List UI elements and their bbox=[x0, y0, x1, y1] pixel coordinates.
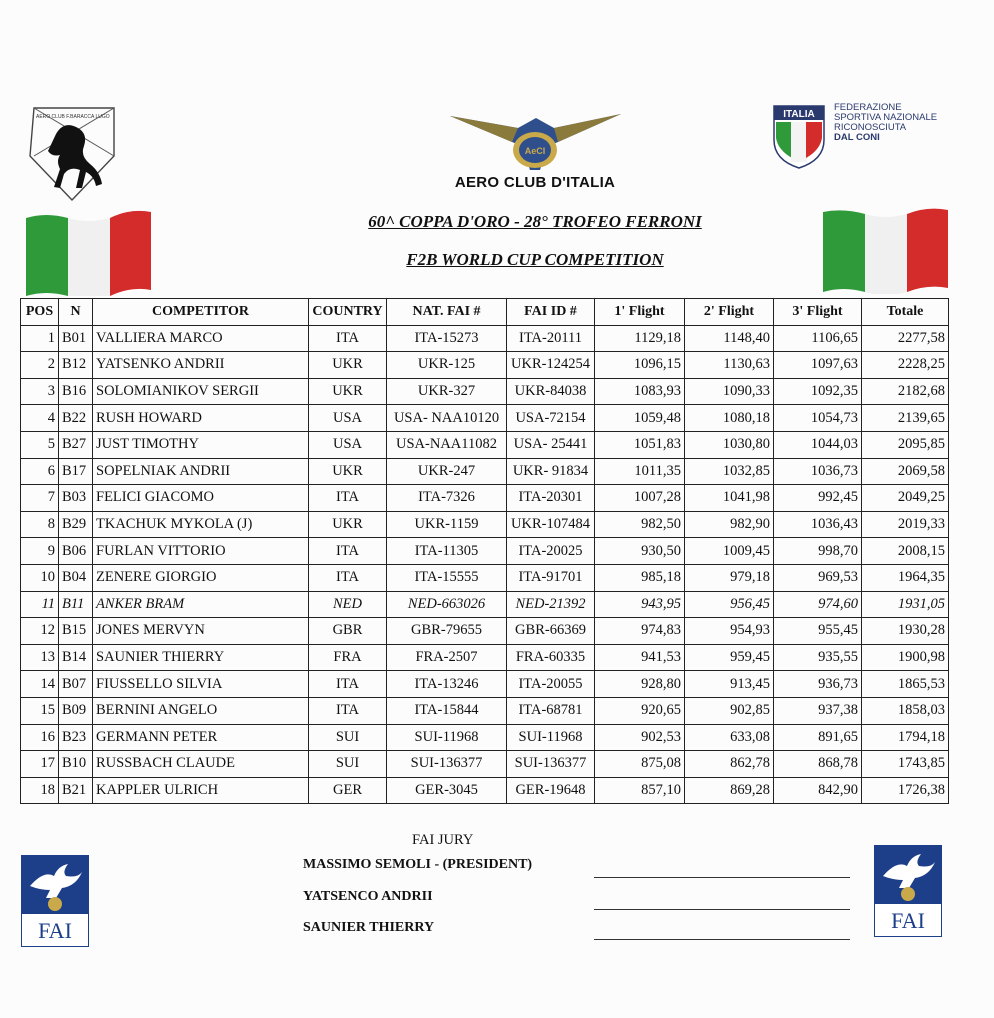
flight-2-cell: 979,18 bbox=[685, 564, 774, 591]
flight-1-cell: 941,53 bbox=[595, 644, 685, 671]
bib-cell: B14 bbox=[59, 644, 93, 671]
position-cell: 1 bbox=[21, 325, 59, 352]
competitor-cell: FELICI GIACOMO bbox=[93, 485, 309, 512]
flight-3-cell: 992,45 bbox=[774, 485, 862, 512]
position-cell: 7 bbox=[21, 485, 59, 512]
bib-cell: B16 bbox=[59, 378, 93, 405]
fai-id-cell: SUI-136377 bbox=[507, 751, 595, 778]
country-cell: FRA bbox=[309, 644, 387, 671]
flight-1-cell: 1096,15 bbox=[595, 352, 685, 379]
table-row bbox=[21, 511, 949, 538]
signature-line bbox=[594, 909, 850, 910]
flight-3-cell: 1092,35 bbox=[774, 378, 862, 405]
flight-2-cell: 1080,18 bbox=[685, 405, 774, 432]
fai-id-cell: ITA-20111 bbox=[507, 325, 595, 352]
flight-1-cell: 902,53 bbox=[595, 724, 685, 751]
nat-fai-cell: UKR-125 bbox=[387, 352, 507, 379]
flight-1-cell: 857,10 bbox=[595, 777, 685, 804]
total-cell: 1865,53 bbox=[862, 671, 949, 698]
competitor-cell: KAPPLER ULRICH bbox=[93, 777, 309, 804]
competitor-cell: VALLIERA MARCO bbox=[93, 325, 309, 352]
table-row bbox=[21, 352, 949, 379]
flight-2-cell: 913,45 bbox=[685, 671, 774, 698]
competitor-cell: ZENERE GIORGIO bbox=[93, 564, 309, 591]
flight-1-cell: 920,65 bbox=[595, 697, 685, 724]
table-row bbox=[21, 378, 949, 405]
flight-2-cell: 954,93 bbox=[685, 618, 774, 645]
competitor-cell: FIUSSELLO SILVIA bbox=[93, 671, 309, 698]
total-cell: 2049,25 bbox=[862, 485, 949, 512]
total-cell: 1931,05 bbox=[862, 591, 949, 618]
column-header-pos: POS bbox=[21, 299, 59, 326]
fai-logo-right bbox=[874, 845, 942, 937]
flight-3-cell: 1054,73 bbox=[774, 405, 862, 432]
competitor-cell: BERNINI ANGELO bbox=[93, 697, 309, 724]
flight-2-cell: 862,78 bbox=[685, 751, 774, 778]
table-row bbox=[21, 591, 949, 618]
country-cell: ITA bbox=[309, 485, 387, 512]
fai-id-cell: UKR-84038 bbox=[507, 378, 595, 405]
fai-id-cell: ITA-20055 bbox=[507, 671, 595, 698]
table-row bbox=[21, 724, 949, 751]
italian-flag-right bbox=[823, 208, 948, 294]
total-cell: 1858,03 bbox=[862, 697, 949, 724]
nat-fai-cell: ITA-13246 bbox=[387, 671, 507, 698]
total-cell: 1726,38 bbox=[862, 777, 949, 804]
aero-club-italia-emblem bbox=[448, 110, 623, 182]
table-row bbox=[21, 458, 949, 485]
nat-fai-cell: ITA-11305 bbox=[387, 538, 507, 565]
signature-line bbox=[594, 877, 850, 878]
fai-id-cell: ITA-20025 bbox=[507, 538, 595, 565]
fai-id-cell: UKR-124254 bbox=[507, 352, 595, 379]
nat-fai-cell: NED-663026 bbox=[387, 591, 507, 618]
flight-3-cell: 955,45 bbox=[774, 618, 862, 645]
country-cell: NED bbox=[309, 591, 387, 618]
flight-2-cell: 1130,63 bbox=[685, 352, 774, 379]
coni-italia-badge bbox=[772, 104, 826, 170]
country-cell: GBR bbox=[309, 618, 387, 645]
total-cell: 2069,58 bbox=[862, 458, 949, 485]
flight-3-cell: 842,90 bbox=[774, 777, 862, 804]
flight-3-cell: 936,73 bbox=[774, 671, 862, 698]
nat-fai-cell: SUI-136377 bbox=[387, 751, 507, 778]
flight-3-cell: 1106,65 bbox=[774, 325, 862, 352]
column-header-competitor: COMPETITOR bbox=[93, 299, 309, 326]
flight-1-cell: 1059,48 bbox=[595, 405, 685, 432]
table-row bbox=[21, 538, 949, 565]
competitor-cell: SOPELNIAK ANDRII bbox=[93, 458, 309, 485]
bib-cell: B17 bbox=[59, 458, 93, 485]
position-cell: 9 bbox=[21, 538, 59, 565]
flight-3-cell: 1097,63 bbox=[774, 352, 862, 379]
total-cell: 2182,68 bbox=[862, 378, 949, 405]
bib-cell: B23 bbox=[59, 724, 93, 751]
bib-cell: B11 bbox=[59, 591, 93, 618]
flight-1-cell: 928,80 bbox=[595, 671, 685, 698]
flight-1-cell: 875,08 bbox=[595, 751, 685, 778]
column-header-number: N bbox=[59, 299, 93, 326]
fai-id-cell: ITA-68781 bbox=[507, 697, 595, 724]
bib-cell: B07 bbox=[59, 671, 93, 698]
fai-id-cell: USA- 25441 bbox=[507, 431, 595, 458]
flight-1-cell: 982,50 bbox=[595, 511, 685, 538]
flight-3-cell: 998,70 bbox=[774, 538, 862, 565]
country-cell: SUI bbox=[309, 724, 387, 751]
flight-2-cell: 1148,40 bbox=[685, 325, 774, 352]
competitor-cell: SOLOMIANIKOV SERGII bbox=[93, 378, 309, 405]
bib-cell: B21 bbox=[59, 777, 93, 804]
flight-3-cell: 974,60 bbox=[774, 591, 862, 618]
org-name: AERO CLUB D'ITALIA bbox=[454, 174, 616, 191]
bib-cell: B09 bbox=[59, 697, 93, 724]
flight-3-cell: 1036,43 bbox=[774, 511, 862, 538]
bib-cell: B27 bbox=[59, 431, 93, 458]
competition-title: 60^ COPPA D'ORO - 28° TROFEO FERRONI bbox=[368, 212, 702, 231]
nat-fai-cell: ITA-15273 bbox=[387, 325, 507, 352]
nat-fai-cell: ITA-15844 bbox=[387, 697, 507, 724]
signature-line bbox=[594, 939, 850, 940]
jury-member: YATSENCO ANDRII bbox=[303, 889, 433, 904]
nat-fai-cell: FRA-2507 bbox=[387, 644, 507, 671]
flight-2-cell: 869,28 bbox=[685, 777, 774, 804]
country-cell: USA bbox=[309, 405, 387, 432]
total-cell: 2019,33 bbox=[862, 511, 949, 538]
total-cell: 1900,98 bbox=[862, 644, 949, 671]
total-cell: 1794,18 bbox=[862, 724, 949, 751]
flight-2-cell: 633,08 bbox=[685, 724, 774, 751]
table-row bbox=[21, 564, 949, 591]
nat-fai-cell: ITA-15555 bbox=[387, 564, 507, 591]
competitor-cell: TKACHUK MYKOLA (J) bbox=[93, 511, 309, 538]
flight-2-cell: 1032,85 bbox=[685, 458, 774, 485]
flight-2-cell: 1030,80 bbox=[685, 431, 774, 458]
jury-member: SAUNIER THIERRY bbox=[303, 920, 435, 935]
flight-1-cell: 1007,28 bbox=[595, 485, 685, 512]
nat-fai-cell: ITA-7326 bbox=[387, 485, 507, 512]
competitor-cell: YATSENKO ANDRII bbox=[93, 352, 309, 379]
bib-cell: B22 bbox=[59, 405, 93, 432]
svg-text:AeCI: AeCI bbox=[524, 146, 546, 156]
fai-id-cell: ITA-20301 bbox=[507, 485, 595, 512]
fai-id-cell: UKR-107484 bbox=[507, 511, 595, 538]
country-cell: UKR bbox=[309, 378, 387, 405]
nat-fai-cell: USA-NAA11082 bbox=[387, 431, 507, 458]
bib-cell: B10 bbox=[59, 751, 93, 778]
table-row bbox=[21, 431, 949, 458]
position-cell: 8 bbox=[21, 511, 59, 538]
country-cell: ITA bbox=[309, 697, 387, 724]
fai-id-cell: USA-72154 bbox=[507, 405, 595, 432]
results-table bbox=[20, 298, 949, 804]
fai-id-cell: GBR-66369 bbox=[507, 618, 595, 645]
country-cell: UKR bbox=[309, 352, 387, 379]
flight-1-cell: 985,18 bbox=[595, 564, 685, 591]
competitor-cell: RUSSBACH CLAUDE bbox=[93, 751, 309, 778]
flight-1-cell: 1051,83 bbox=[595, 431, 685, 458]
position-cell: 10 bbox=[21, 564, 59, 591]
flight-2-cell: 959,45 bbox=[685, 644, 774, 671]
country-cell: SUI bbox=[309, 751, 387, 778]
flight-1-cell: 1011,35 bbox=[595, 458, 685, 485]
flight-1-cell: 1129,18 bbox=[595, 325, 685, 352]
country-cell: UKR bbox=[309, 511, 387, 538]
flight-1-cell: 1083,93 bbox=[595, 378, 685, 405]
column-header-flight-3: 3' Flight bbox=[774, 299, 862, 326]
position-cell: 13 bbox=[21, 644, 59, 671]
country-cell: ITA bbox=[309, 671, 387, 698]
flight-3-cell: 891,65 bbox=[774, 724, 862, 751]
total-cell: 1743,85 bbox=[862, 751, 949, 778]
flight-3-cell: 937,38 bbox=[774, 697, 862, 724]
italian-flag-left bbox=[26, 210, 151, 296]
total-cell: 2008,15 bbox=[862, 538, 949, 565]
position-cell: 17 bbox=[21, 751, 59, 778]
bib-cell: B29 bbox=[59, 511, 93, 538]
table-row bbox=[21, 405, 949, 432]
position-cell: 16 bbox=[21, 724, 59, 751]
flight-2-cell: 1090,33 bbox=[685, 378, 774, 405]
flight-1-cell: 974,83 bbox=[595, 618, 685, 645]
position-cell: 12 bbox=[21, 618, 59, 645]
flight-2-cell: 1041,98 bbox=[685, 485, 774, 512]
position-cell: 5 bbox=[21, 431, 59, 458]
flight-1-cell: 930,50 bbox=[595, 538, 685, 565]
svg-text:ITALIA: ITALIA bbox=[783, 109, 815, 120]
competitor-cell: JONES MERVYN bbox=[93, 618, 309, 645]
nat-fai-cell: UKR-1159 bbox=[387, 511, 507, 538]
fai-id-cell: UKR- 91834 bbox=[507, 458, 595, 485]
nat-fai-cell: GER-3045 bbox=[387, 777, 507, 804]
column-header-flight-2: 2' Flight bbox=[685, 299, 774, 326]
position-cell: 18 bbox=[21, 777, 59, 804]
country-cell: ITA bbox=[309, 538, 387, 565]
flight-2-cell: 956,45 bbox=[685, 591, 774, 618]
table-row bbox=[21, 671, 949, 698]
nat-fai-cell: GBR-79655 bbox=[387, 618, 507, 645]
total-cell: 2277,58 bbox=[862, 325, 949, 352]
table-body bbox=[21, 325, 949, 804]
flight-3-cell: 1044,03 bbox=[774, 431, 862, 458]
position-cell: 15 bbox=[21, 697, 59, 724]
competitor-cell: JUST TIMOTHY bbox=[93, 431, 309, 458]
competitor-cell: GERMANN PETER bbox=[93, 724, 309, 751]
position-cell: 11 bbox=[21, 591, 59, 618]
column-header-fai-id: FAI ID # bbox=[507, 299, 595, 326]
table-row bbox=[21, 751, 949, 778]
competitor-cell: SAUNIER THIERRY bbox=[93, 644, 309, 671]
nat-fai-cell: SUI-11968 bbox=[387, 724, 507, 751]
bib-cell: B03 bbox=[59, 485, 93, 512]
country-cell: ITA bbox=[309, 564, 387, 591]
country-cell: USA bbox=[309, 431, 387, 458]
competitor-cell: ANKER BRAM bbox=[93, 591, 309, 618]
country-cell: UKR bbox=[309, 458, 387, 485]
total-cell: 2228,25 bbox=[862, 352, 949, 379]
fai-id-cell: GER-19648 bbox=[507, 777, 595, 804]
flight-3-cell: 935,55 bbox=[774, 644, 862, 671]
bib-cell: B12 bbox=[59, 352, 93, 379]
table-row bbox=[21, 618, 949, 645]
svg-text:FAI: FAI bbox=[891, 908, 925, 933]
flight-3-cell: 1036,73 bbox=[774, 458, 862, 485]
competitor-cell: RUSH HOWARD bbox=[93, 405, 309, 432]
total-cell: 1964,35 bbox=[862, 564, 949, 591]
column-header-flight-1: 1' Flight bbox=[595, 299, 685, 326]
flight-1-cell: 943,95 bbox=[595, 591, 685, 618]
table-row bbox=[21, 697, 949, 724]
flight-2-cell: 1009,45 bbox=[685, 538, 774, 565]
flight-2-cell: 902,85 bbox=[685, 697, 774, 724]
svg-text:AERO CLUB F.BARACCA LUGO: AERO CLUB F.BARACCA LUGO bbox=[36, 114, 110, 120]
fai-logo-left bbox=[21, 855, 89, 947]
jury-member-president: MASSIMO SEMOLI - (PRESIDENT) bbox=[303, 857, 533, 872]
nat-fai-cell: USA- NAA10120 bbox=[387, 405, 507, 432]
aero-club-lugo-logo bbox=[26, 104, 118, 204]
column-header-country: COUNTRY bbox=[309, 299, 387, 326]
fai-id-cell: FRA-60335 bbox=[507, 644, 595, 671]
flight-2-cell: 982,90 bbox=[685, 511, 774, 538]
nat-fai-cell: UKR-247 bbox=[387, 458, 507, 485]
bib-cell: B01 bbox=[59, 325, 93, 352]
total-cell: 1930,28 bbox=[862, 618, 949, 645]
bib-cell: B04 bbox=[59, 564, 93, 591]
fai-id-cell: SUI-11968 bbox=[507, 724, 595, 751]
position-cell: 6 bbox=[21, 458, 59, 485]
svg-text:FAI: FAI bbox=[38, 918, 72, 943]
fai-id-cell: ITA-91701 bbox=[507, 564, 595, 591]
fai-id-cell: NED-21392 bbox=[507, 591, 595, 618]
country-cell: ITA bbox=[309, 325, 387, 352]
jury-title: FAI JURY bbox=[412, 832, 474, 848]
competition-subtitle: F2B WORLD CUP COMPETITION bbox=[406, 250, 664, 269]
position-cell: 4 bbox=[21, 405, 59, 432]
coni-federation-text: FEDERAZIONE SPORTIVA NAZIONALE RICONOSCIUTA DAL CONI bbox=[834, 102, 938, 143]
bib-cell: B15 bbox=[59, 618, 93, 645]
total-cell: 2095,85 bbox=[862, 431, 949, 458]
nat-fai-cell: UKR-327 bbox=[387, 378, 507, 405]
table-row bbox=[21, 644, 949, 671]
position-cell: 2 bbox=[21, 352, 59, 379]
table-row bbox=[21, 777, 949, 804]
competitor-cell: FURLAN VITTORIO bbox=[93, 538, 309, 565]
table-header-row bbox=[21, 299, 949, 326]
bib-cell: B06 bbox=[59, 538, 93, 565]
column-header-total: Totale bbox=[862, 299, 949, 326]
total-cell: 2139,65 bbox=[862, 405, 949, 432]
column-header-nat-fai: NAT. FAI # bbox=[387, 299, 507, 326]
flight-3-cell: 969,53 bbox=[774, 564, 862, 591]
flight-3-cell: 868,78 bbox=[774, 751, 862, 778]
country-cell: GER bbox=[309, 777, 387, 804]
position-cell: 3 bbox=[21, 378, 59, 405]
position-cell: 14 bbox=[21, 671, 59, 698]
table-row bbox=[21, 485, 949, 512]
table-row bbox=[21, 325, 949, 352]
